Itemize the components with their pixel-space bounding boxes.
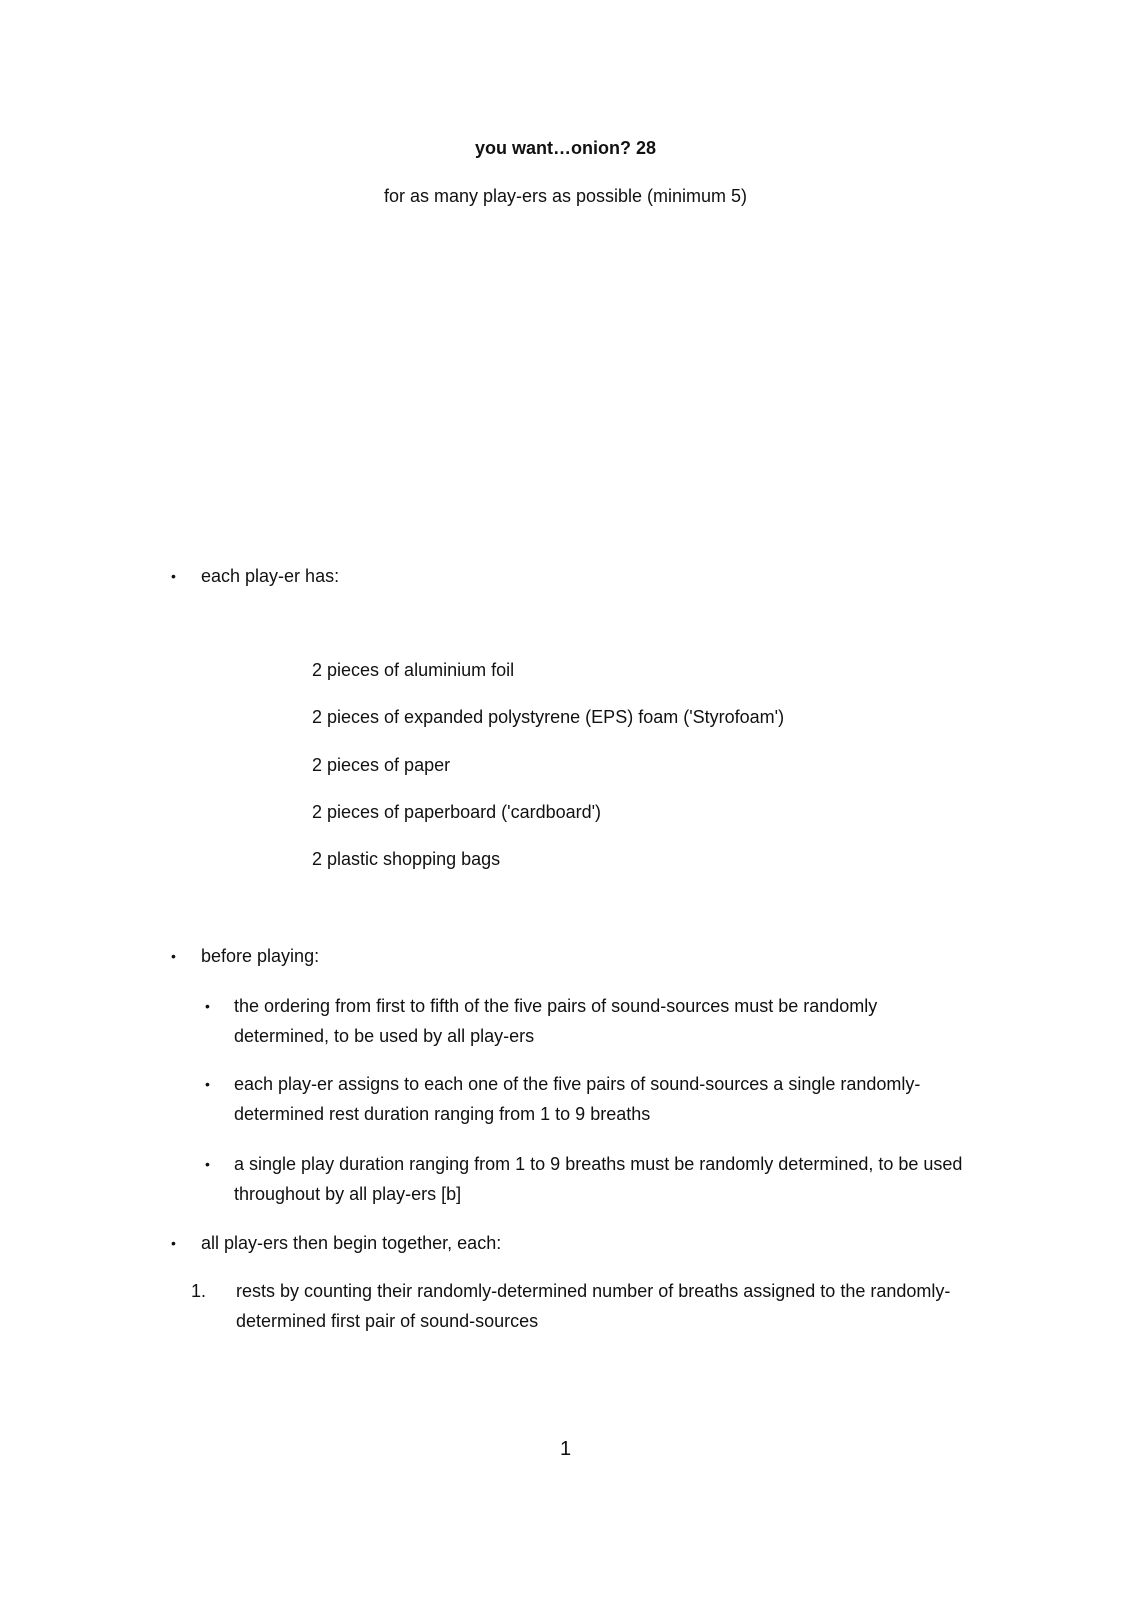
before-playing-item: the ordering from first to fifth of the five pairs of sound-sources must be randomly determined, to be used by all play-ers [234, 996, 878, 1046]
step-text: rests by counting their randomly-determined number of breaths assigned to the randomly-determined first pair of sound-sources [236, 1281, 951, 1331]
sub-bullet: • [205, 998, 210, 1014]
before-playing-item: each play-er assigns to each one of the five pairs of sound-sources a single randomly-determined rest duration ranging from 1 to 9 breaths [234, 1074, 921, 1124]
sub-bullet: • [205, 1156, 210, 1172]
section3-label: all play-ers then begin together, each: [201, 1233, 502, 1253]
section1-label: each play-er has: [201, 566, 340, 586]
before-playing-item: a single play duration ranging from 1 to 9 breaths must be randomly determined, to be used throughout by all play-ers [b] [234, 1154, 963, 1204]
bullet-section2: • [171, 948, 176, 964]
sub-bullet: • [205, 1076, 210, 1092]
section2-label: before playing: [201, 946, 320, 966]
material-item: 2 pieces of paper [312, 755, 451, 775]
bullet-section3: • [171, 1235, 176, 1251]
material-item: 2 pieces of paperboard ('cardboard') [312, 802, 602, 822]
material-item: 2 pieces of aluminium foil [312, 660, 515, 680]
document-title: you want…onion? 28 [474, 138, 656, 158]
document-subtitle: for as many play-ers as possible (minimum 5) [383, 186, 748, 206]
material-item: 2 pieces of expanded polystyrene (EPS) foam ('Styrofoam') [312, 707, 785, 727]
material-item: 2 plastic shopping bags [312, 849, 501, 869]
step-number: 1. [191, 1281, 207, 1301]
bullet-section1: • [171, 568, 176, 584]
page-number: 1 [559, 1438, 572, 1460]
